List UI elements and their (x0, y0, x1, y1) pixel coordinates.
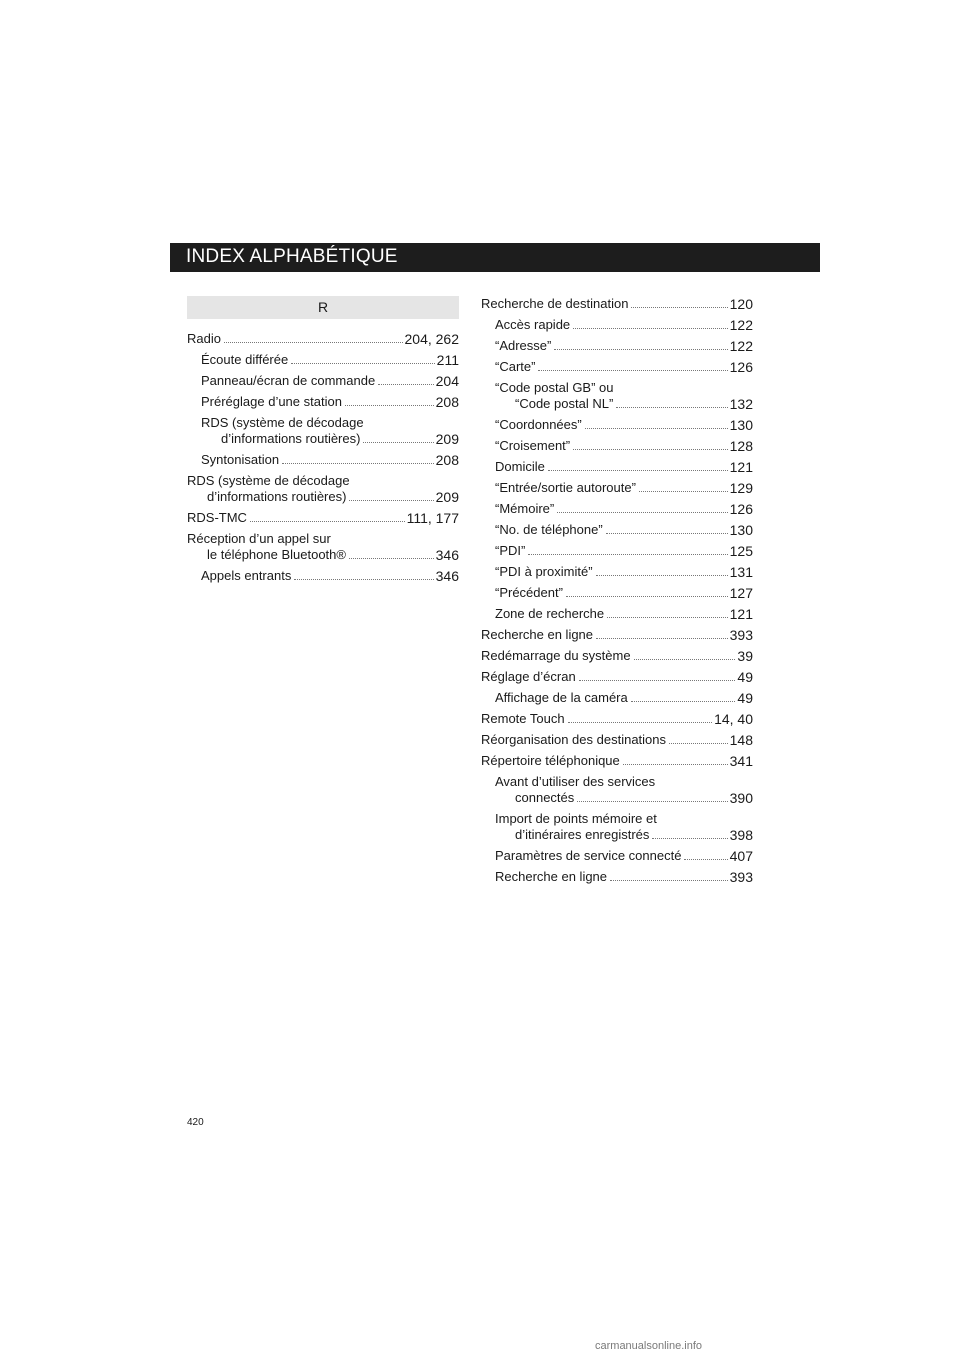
section-header-bar (170, 243, 820, 272)
index-subentry (481, 811, 753, 843)
entry-page-ref[interactable]: 398 (729, 827, 753, 843)
index-entry (481, 648, 753, 664)
entry-term: “Adresse” (495, 338, 552, 353)
index-entry (481, 669, 753, 685)
entry-term: “Croisement” (495, 438, 571, 453)
index-subentry (481, 380, 753, 412)
entry-term: “No. de téléphone” (495, 522, 603, 537)
index-entry (187, 531, 459, 563)
entry-term: Redémarrage du système (481, 648, 631, 663)
index-subentry (481, 848, 753, 864)
index-subentry (481, 869, 753, 885)
entry-page-ref[interactable]: 132 (729, 396, 753, 412)
entry-page-ref[interactable]: 407 (729, 848, 753, 864)
dot-leader (631, 701, 736, 702)
dot-leader (596, 638, 728, 639)
entry-page-ref[interactable]: 346 (435, 568, 459, 584)
dot-leader (573, 449, 728, 450)
dot-leader (557, 512, 727, 513)
entry-term: Zone de recherche (495, 606, 605, 621)
entry-page-ref[interactable]: 208 (435, 452, 459, 468)
dot-leader (639, 491, 728, 492)
entry-term: “Coordonnées” (495, 417, 582, 432)
dot-leader (684, 859, 727, 860)
entry-page-ref[interactable]: 129 (729, 480, 753, 496)
entry-term: Affichage de la caméra (495, 690, 628, 705)
dot-leader (634, 659, 736, 660)
dot-leader (631, 307, 727, 308)
index-subentry (187, 352, 459, 368)
index-subentry (481, 317, 753, 333)
dot-leader (579, 680, 736, 681)
index-subentry (187, 415, 459, 447)
index-entry (481, 627, 753, 643)
index-subentry (187, 568, 459, 584)
dot-leader (616, 407, 727, 408)
entry-term: d’itinéraires enregistrés (515, 827, 650, 842)
entry-term: connectés (515, 790, 575, 805)
entry-page-ref[interactable]: 126 (729, 359, 753, 375)
index-subentry (481, 459, 753, 475)
entry-term: d’informations routières) (207, 489, 347, 504)
entry-term: “Carte” (495, 359, 536, 374)
entry-term: RDS-TMC (187, 510, 247, 525)
entry-page-ref[interactable]: 125 (729, 543, 753, 559)
index-subentry (481, 690, 753, 706)
index-subentry (481, 606, 753, 622)
index-column-right (481, 296, 753, 890)
entry-term: Recherche en ligne (481, 627, 594, 642)
dot-leader (573, 328, 727, 329)
index-entry (187, 331, 459, 347)
dot-leader (349, 500, 433, 501)
entry-page-ref[interactable]: 341 (729, 753, 753, 769)
entry-page-ref[interactable]: 111, 177 (406, 510, 459, 526)
index-entry (187, 473, 459, 505)
entry-page-ref[interactable]: 393 (729, 627, 753, 643)
dot-leader (528, 554, 727, 555)
entry-page-ref[interactable]: 390 (729, 790, 753, 806)
index-entry (481, 753, 753, 769)
entry-page-ref[interactable]: 49 (737, 690, 753, 706)
dot-leader (610, 880, 728, 881)
dot-leader (250, 521, 405, 522)
index-entry (481, 711, 753, 727)
entry-page-ref[interactable]: 204, 262 (404, 331, 459, 347)
entry-page-ref[interactable]: 14, 40 (714, 711, 753, 727)
entry-page-ref[interactable]: 126 (729, 501, 753, 517)
index-subentry (481, 417, 753, 433)
entry-page-ref[interactable]: 209 (435, 489, 459, 505)
entry-term: “PDI à proximité” (495, 564, 593, 579)
entry-term: “PDI” (495, 543, 526, 558)
index-subentry (481, 359, 753, 375)
entry-term: “Précédent” (495, 585, 563, 600)
entry-page-ref[interactable]: 130 (729, 522, 753, 538)
index-subentry (481, 564, 753, 580)
entry-page-ref[interactable]: 49 (737, 669, 753, 685)
entry-term: Import de points mémoire et (495, 811, 657, 826)
entry-term: Préréglage d’une station (201, 394, 342, 409)
dot-leader (606, 533, 728, 534)
entry-page-ref[interactable]: 204 (435, 373, 459, 389)
dot-leader (378, 384, 433, 385)
index-entry (187, 510, 459, 526)
entry-term: Écoute différée (201, 352, 289, 367)
dot-leader (363, 442, 433, 443)
dot-leader (282, 463, 434, 464)
entry-term: Accès rapide (495, 317, 571, 332)
dot-leader (566, 596, 728, 597)
dot-leader (568, 722, 712, 723)
entry-page-ref[interactable]: 209 (435, 431, 459, 447)
entry-page-ref[interactable]: 148 (729, 732, 753, 748)
entry-page-ref[interactable]: 120 (729, 296, 753, 312)
dot-leader (291, 363, 434, 364)
entry-term: Recherche de destination (481, 296, 629, 311)
entry-page-ref[interactable]: 128 (729, 438, 753, 454)
entry-term: Syntonisation (201, 452, 280, 467)
dot-leader (585, 428, 728, 429)
index-subentry (187, 452, 459, 468)
dot-leader (538, 370, 727, 371)
dot-leader (607, 617, 728, 618)
dot-leader (652, 838, 727, 839)
dot-leader (577, 801, 727, 802)
entry-term: “Entrée/sortie autoroute” (495, 480, 636, 495)
index-subentry (481, 501, 753, 517)
entry-page-ref[interactable]: 39 (737, 648, 753, 664)
entry-term: RDS (système de décodage (187, 473, 350, 488)
watermark-text: carmanualsonline.info (595, 1340, 703, 1352)
entry-term: Réorganisation des destinations (481, 732, 667, 747)
index-subentry (481, 585, 753, 601)
entry-page-ref[interactable]: 211 (436, 352, 459, 368)
entry-term: RDS (système de décodage (201, 415, 364, 430)
dot-leader (349, 558, 434, 559)
index-subentry (481, 774, 753, 806)
index-entry (481, 296, 753, 312)
entry-term: Domicile (495, 459, 545, 474)
index-subentry (481, 522, 753, 538)
dot-leader (345, 405, 434, 406)
entry-page-ref[interactable]: 208 (435, 394, 459, 410)
dot-leader (548, 470, 728, 471)
entry-term: Paramètres de service connecté (495, 848, 682, 863)
entry-term: Répertoire téléphonique (481, 753, 620, 768)
dot-leader (294, 579, 433, 580)
entry-term: “Code postal NL” (515, 396, 614, 411)
entry-page-ref[interactable]: 393 (729, 869, 753, 885)
index-subentry (481, 438, 753, 454)
entry-term: Réglage d’écran (481, 669, 576, 684)
page-number: 420 (187, 1117, 204, 1128)
entry-term: “Mémoire” (495, 501, 555, 516)
index-subentry (481, 543, 753, 559)
index-subentry (481, 338, 753, 354)
entry-term: Avant d’utiliser des services (495, 774, 656, 789)
index-subentry (187, 394, 459, 410)
index-subentry (187, 373, 459, 389)
entry-page-ref[interactable]: 127 (729, 585, 753, 601)
entry-term: Radio (187, 331, 221, 346)
dot-leader (596, 575, 728, 576)
entry-term: le téléphone Bluetooth® (207, 547, 346, 562)
entry-term: Remote Touch (481, 711, 565, 726)
entry-page-ref[interactable]: 346 (435, 547, 459, 563)
index-subentry (481, 480, 753, 496)
entry-page-ref[interactable]: 121 (729, 606, 753, 622)
index-column-left (187, 296, 459, 589)
entry-term: Réception d’un appel sur (187, 531, 331, 546)
dot-leader (224, 342, 403, 343)
entry-term: Panneau/écran de commande (201, 373, 376, 388)
letter-heading: R (187, 296, 459, 319)
entry-term: Recherche en ligne (495, 869, 608, 884)
dot-leader (623, 764, 728, 765)
entry-term: d’informations routières) (221, 431, 361, 446)
entry-page-ref[interactable]: 131 (729, 564, 753, 580)
entry-term: “Code postal GB” ou (495, 380, 614, 395)
dot-leader (669, 743, 728, 744)
entry-term: Appels entrants (201, 568, 292, 583)
entry-page-ref[interactable]: 122 (729, 338, 753, 354)
index-title: INDEX ALPHABÉTIQUE (186, 246, 398, 267)
entry-page-ref[interactable]: 121 (729, 459, 753, 475)
index-entry (481, 732, 753, 748)
entry-page-ref[interactable]: 122 (729, 317, 753, 333)
dot-leader (554, 349, 727, 350)
entry-page-ref[interactable]: 130 (729, 417, 753, 433)
